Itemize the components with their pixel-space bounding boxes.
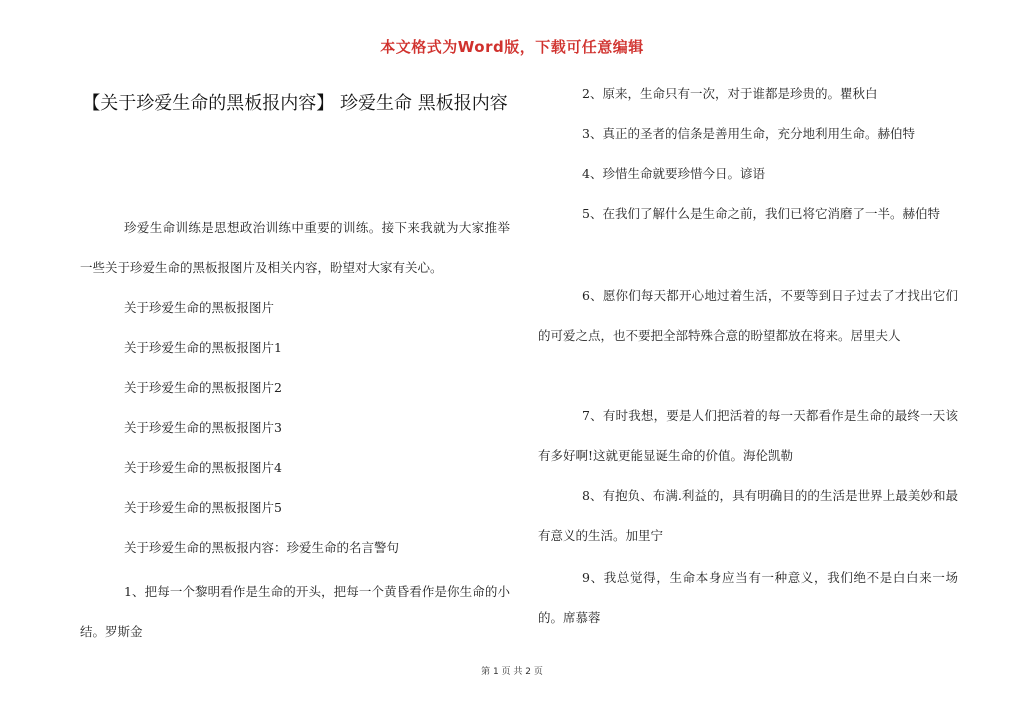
quote-6: 6、愿你们每天都开心地过着生活，不要等到日子过去了才找出它们的可爱之点，也不要把全部特殊合意的盼望都放在将来。居里夫人 <box>538 288 958 343</box>
image-caption-3: 关于珍爱生命的黑板报图片3 <box>124 420 282 435</box>
section-heading-images: 关于珍爱生命的黑板报图片 <box>124 300 275 315</box>
section-heading-quotes: 关于珍爱生命的黑板报内容：珍爱生命的名言警句 <box>124 540 400 555</box>
intro-paragraph: 珍爱生命训练是思想政治训练中重要的训练。接下来我就为大家推举一些关于珍爱生命的黑板报图片及相关内容，盼望对大家有关心。 <box>80 220 510 275</box>
document-title: 【关于珍爱生命的黑板报内容】 珍爱生命 黑板报内容 <box>82 93 508 114</box>
quote-5: 5、在我们了解什么是生命之前，我们已将它消磨了一半。赫伯特 <box>582 206 940 221</box>
image-caption-4: 关于珍爱生命的黑板报图片4 <box>124 460 282 475</box>
quote-9: 9、我总觉得，生命本身应当有一种意义，我们绝不是白白来一场的。席慕蓉 <box>538 570 958 625</box>
quote-7: 7、有时我想，要是人们把活着的每一天都看作是生命的最终一天该有多好啊!这就更能显诞生命的价值。海伦凯勒 <box>538 408 958 463</box>
quote-2: 2、原来，生命只有一次，对于谁都是珍贵的。瞿秋白 <box>582 86 878 101</box>
image-caption-5: 关于珍爱生命的黑板报图片5 <box>124 500 282 515</box>
image-caption-1: 关于珍爱生命的黑板报图片1 <box>124 340 282 355</box>
quote-1: 1、把每一个黎明看作是生命的开头，把每一个黄昏看作是你生命的小结。罗斯金 <box>80 584 510 639</box>
quote-4: 4、珍惜生命就要珍惜今日。谚语 <box>582 166 765 181</box>
quote-8: 8、有抱负、布满.利益的，具有明确目的的生活是世界上最美妙和最有意义的生活。加里宁 <box>538 488 958 543</box>
format-banner: 本文格式为Word版，下载可任意编辑 <box>380 38 644 56</box>
quote-3: 3、真正的圣者的信条是善用生命，充分地利用生命。赫伯特 <box>582 126 915 141</box>
page-number: 第 1 页 共 2 页 <box>481 667 543 677</box>
image-caption-2: 关于珍爱生命的黑板报图片2 <box>124 380 282 395</box>
